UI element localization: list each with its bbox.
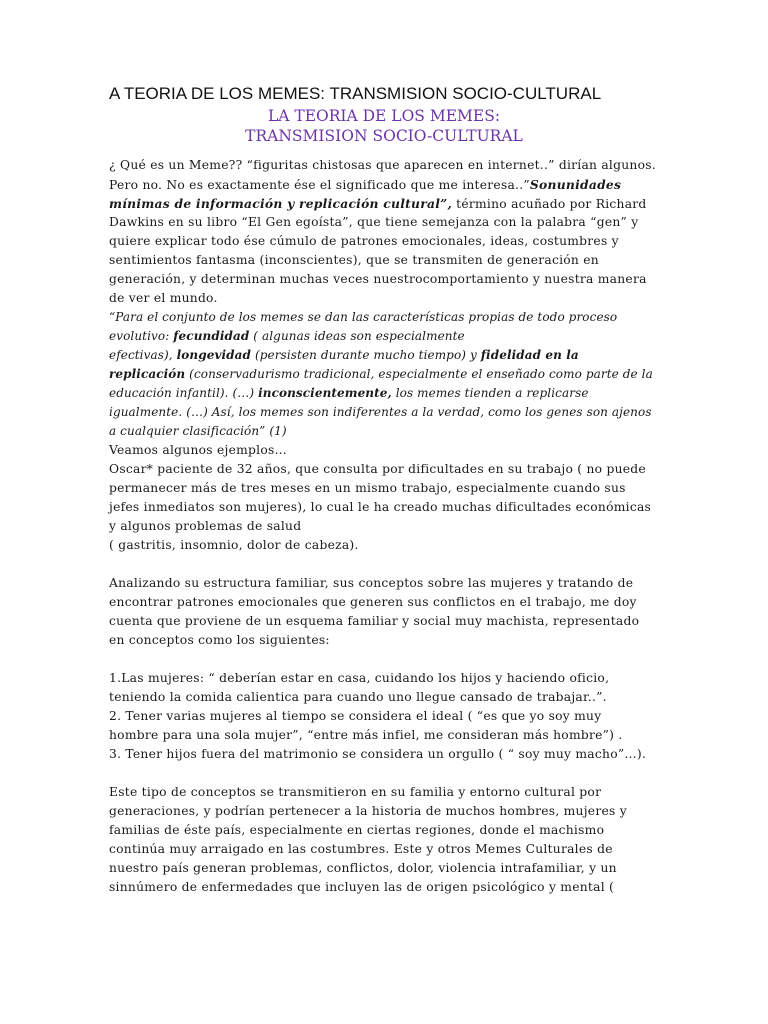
text-line: sentimientos fantasma (inconscientes), que se transmiten de generación en	[109, 253, 599, 267]
article-body	[109, 156, 659, 897]
text-line: jefes inmediatos son mujeres), lo cual le ha creado muchas dificultades económicas	[109, 500, 652, 514]
text-line: 3. Tener hijos fuera del matrimonio se considera un orgullo ( “ soy muy macho”…).	[109, 747, 647, 761]
text-line: quiere explicar todo ése cúmulo de patrones emocionales, ideas, costumbres y	[109, 234, 619, 248]
quote-line: replicación (conservadurismo tradicional, especialmente el enseñado como parte de la	[109, 367, 653, 381]
title-line-1: LA TEORIA DE LOS MEMES:	[267, 107, 501, 125]
text-line: Analizando su estructura familiar, sus conceptos sobre las mujeres y tratando de	[109, 576, 634, 590]
text-line: permanecer más de tres meses en un mismo trabajo, especialmente cuando sus	[109, 481, 626, 495]
paragraph-gap	[109, 555, 659, 574]
text-line: ¿ Qué es un Meme?? “figuritas chistosas que aparecen en internet..” dirían algunos.	[109, 158, 656, 172]
page-header: A TEORIA DE LOS MEMES: TRANSMISION SOCIO-CULTURAL	[109, 84, 602, 103]
text-line: generaciones, y podrían pertenecer a la historia de muchos hombres, mujeres y	[109, 804, 627, 818]
text-line: Dawkins en su libro “El Gen egoísta”, que tiene semejanza con la palabra “gen” y	[109, 215, 639, 229]
quote-line: evolutivo: fecundidad ( algunas ideas son especialmente	[109, 329, 465, 343]
emphasis-text: fidelidad en la	[480, 348, 579, 362]
emphasis-text: inconscientemente,	[258, 386, 392, 400]
text-line: continúa muy arraigado en las costumbres. Este y otros Memes Culturales de	[109, 842, 613, 856]
quote-line: “Para el conjunto de los memes se dan las características propias de todo proceso	[109, 310, 618, 324]
emphasis-text: replicación	[109, 367, 186, 381]
text-line: cuenta que proviene de un esquema familiar y social muy machista, representado	[109, 614, 640, 628]
text-line: teniendo la comida calientica para cuando uno llegue cansado de trabajar..”.	[109, 690, 607, 704]
quote-line: efectivas), longevidad (persisten durante mucho tiempo) y fidelidad en la	[109, 348, 579, 362]
quote-line: igualmente. (…) Así, los memes son indiferentes a la verdad, como los genes son ajenos	[109, 405, 652, 419]
text-line: 1.Las mujeres: “ deberían estar en casa, cuidando los hijos y haciendo oficio,	[109, 671, 610, 685]
emphasis-text: longevidad	[176, 348, 252, 362]
text-line: sinnúmero de enfermedades que incluyen las de origen psicológico y mental (	[109, 880, 615, 894]
quote-line: educación infantil). (…) inconscientemente, los memes tienden a replicarse	[109, 386, 589, 400]
emphasis-text: Sonunidades	[529, 177, 622, 192]
text-line: Pero no. No es exactamente ése el significado que me interesa..”Sonunidades	[109, 177, 622, 192]
text-line: mínimas de información y replicación cultural”, término acuñado por Richard	[109, 196, 647, 211]
text-line: y algunos problemas de salud	[109, 519, 302, 533]
text-line: nuestro país generan problemas, conflictos, dolor, violencia intrafamiliar, y un	[109, 861, 617, 875]
text-line: generación, y determinan muchas veces nuestrocomportamiento y nuestra manera	[109, 272, 647, 286]
text-line: encontrar patrones emocionales que generen sus conflictos en el trabajo, me doy	[109, 595, 637, 609]
text-line: familias de éste país, especialmente en ciertas regiones, donde el machismo	[109, 823, 605, 837]
text-line: 2. Tener varias mujeres al tiempo se considera el ideal ( “es que yo soy muy	[109, 709, 602, 723]
paragraph-gap	[109, 764, 659, 783]
text-line: Oscar* paciente de 32 años, que consulta por dificultades en su trabajo ( no puede	[109, 462, 646, 476]
text-line: Veamos algunos ejemplos…	[109, 443, 288, 457]
paragraph-gap	[109, 650, 659, 669]
emphasis-text: fecundidad	[173, 329, 250, 343]
text-line: Este tipo de conceptos se transmitieron en su familia y entorno cultural por	[109, 785, 602, 799]
emphasis-text: mínimas de información y replicación cultural”,	[109, 196, 452, 211]
text-line: en conceptos como los siguientes:	[109, 633, 330, 647]
title-line-2: TRANSMISION SOCIO-CULTURAL	[245, 127, 523, 145]
quote-line: a cualquier clasificación” (1)	[109, 424, 287, 438]
text-line: de ver el mundo.	[109, 291, 218, 305]
text-line: hombre para una sola mujer”, “entre más infiel, me consideran más hombre”) .	[109, 728, 623, 742]
text-line: ( gastritis, insomnio, dolor de cabeza).	[109, 538, 359, 552]
